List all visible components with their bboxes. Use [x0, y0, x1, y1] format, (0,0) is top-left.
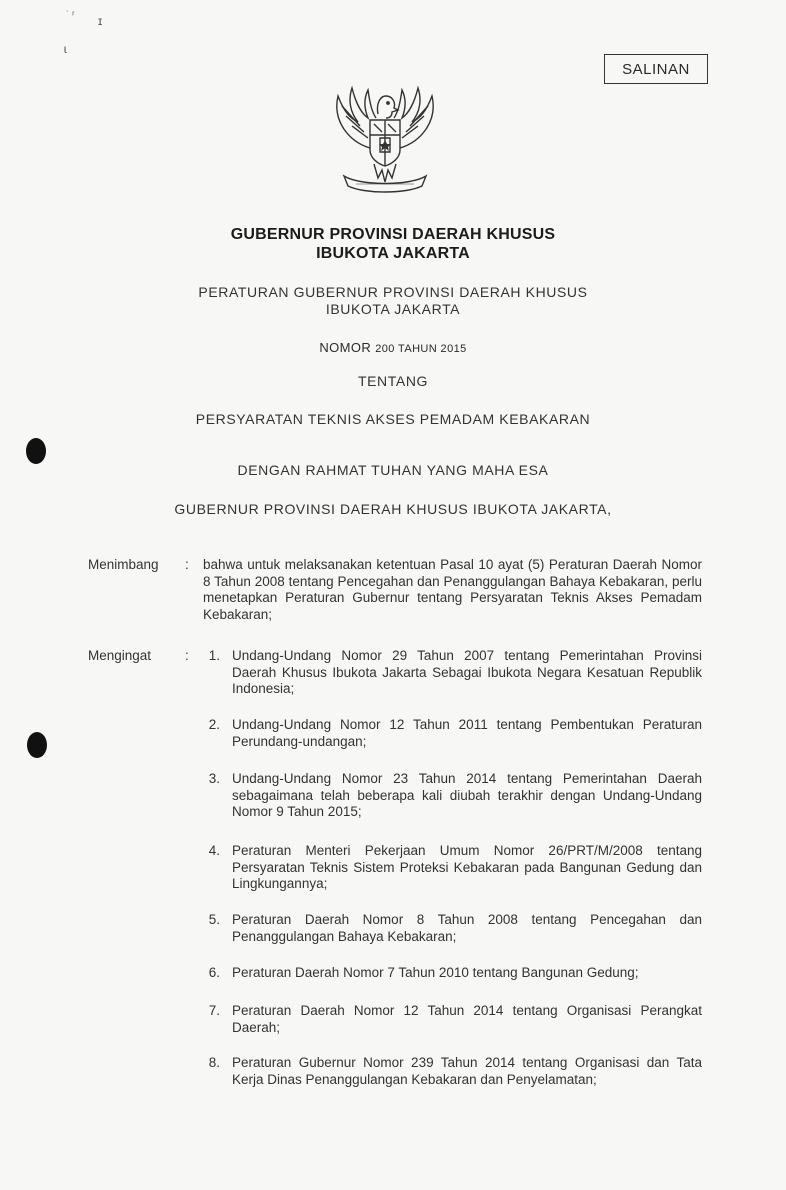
governor-full-title: GUBERNUR PROVINSI DAERAH KHUSUS IBUKOTA JAKARTA, [174, 501, 612, 517]
governor-title-line2: IBUKOTA JAKARTA [316, 245, 470, 262]
mengingat-item-number: 2. [208, 717, 220, 732]
governor-title-line1: GUBERNUR PROVINSI DAERAH KHUSUS [230, 226, 556, 243]
mengingat-colon: : [185, 648, 189, 663]
mengingat-item-text: Peraturan Daerah Nomor 12 Tahun 2014 tentang Organisasi Perangkat Daerah; [232, 1003, 702, 1035]
salinan-label: SALINAN [622, 60, 690, 78]
mengingat-item-number: 7. [208, 1003, 220, 1018]
punch-hole [27, 732, 47, 758]
mengingat-item-number: 4. [208, 843, 220, 858]
mengingat-item-number: 8. [208, 1055, 220, 1070]
mengingat-item-text: Undang-Undang Nomor 23 Tahun 2014 tentang Pemerintahan Daerah sebagaimana telah beberapa kali diubah terakhir dengan Undang-Undang Nomor 9 Tahun 2015; [232, 771, 702, 819]
mengingat-item-text: Undang-Undang Nomor 29 Tahun 2007 tentang Pemerintahan Provinsi Daerah Khusus Ibukota Jakarta Sebagai Ibukota Negara Kesatuan Republik Indonesia; [232, 648, 702, 696]
mengingat-item-text: Peraturan Gubernur Nomor 239 Tahun 2014 tentang Organisasi dan Tata Kerja Dinas Penanggulangan Kebakaran dan Penyelamatan; [232, 1055, 702, 1087]
mengingat-item-number: 1. [208, 648, 220, 663]
punch-hole [26, 438, 46, 464]
menimbang-colon: : [185, 557, 189, 572]
menimbang-label: Menimbang [88, 557, 159, 572]
mengingat-item-text: Peraturan Daerah Nomor 8 Tahun 2008 tentang Pencegahan dan Penanggulangan Bahaya Kebakaran; [232, 912, 702, 944]
nomor-value: 200 TAHUN 2015 [375, 343, 467, 355]
mengingat-item-text: Peraturan Menteri Pekerjaan Umum Nomor 26/PRT/M/2008 tentang Persyaratan Teknis Sistem Proteksi Kebakaran pada Bangunan Gedung dan Lingkungannya; [232, 843, 702, 891]
scan-speck: ɩ [64, 42, 67, 56]
scan-speck: ˙ ʳ [66, 10, 75, 21]
regulation-title-line1: PERATURAN GUBERNUR PROVINSI DAERAH KHUSUS [198, 284, 588, 300]
mengingat-item-text: Undang-Undang Nomor 12 Tahun 2011 tentang Pembentukan Peraturan Perundang-undangan; [232, 717, 702, 749]
regulation-subject: PERSYARATAN TEKNIS AKSES PEMADAM KEBAKARAN [195, 411, 591, 427]
scan-speck: ɪ [98, 14, 103, 28]
salinan-stamp [604, 54, 708, 84]
mengingat-item-number: 6. [208, 965, 220, 980]
nomor-label: NOMOR [319, 340, 372, 355]
mengingat-label: Mengingat [88, 648, 152, 663]
mengingat-item-number: 5. [208, 912, 220, 927]
mengingat-item-text: Peraturan Daerah Nomor 7 Tahun 2010 tentang Bangunan Gedung; [232, 965, 639, 980]
menimbang-text: bahwa untuk melaksanakan ketentuan Pasal 10 ayat (5) Peraturan Daerah Nomor 8 Tahun 2008 tentang Pencegahan dan Penanggulangan Bahaya Kebakaran, perlu menetapkan Peraturan Gubernur tentang Persyaratan Teknis Akses Pemadam Kebakaran; [203, 557, 702, 622]
invocation-line: DENGAN RAHMAT TUHAN YANG MAHA ESA [237, 462, 549, 478]
garuda-emblem-icon [326, 78, 444, 196]
regulation-title-line2: IBUKOTA JAKARTA [325, 301, 461, 317]
regulation-number [0, 340, 786, 355]
mengingat-item-number: 3. [208, 771, 220, 786]
tentang-heading: TENTANG [357, 373, 429, 389]
